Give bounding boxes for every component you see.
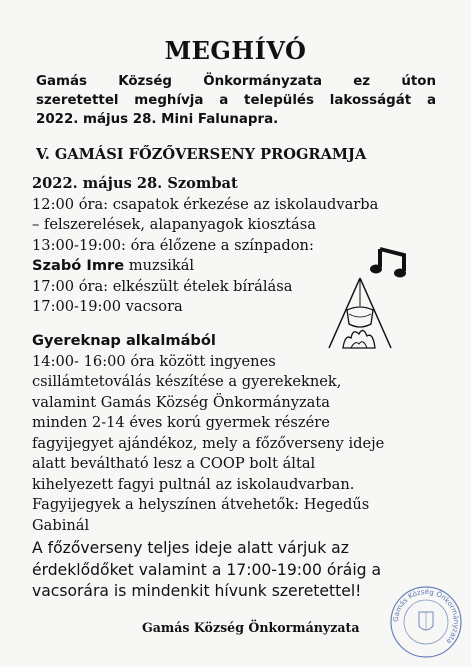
schedule-line: – felszerelések, alapanyagok kiosztása	[32, 216, 316, 233]
program-title: V. GAMÁSI FŐZŐVERSENY PROGRAMJA	[36, 146, 367, 163]
intro-line-3: 2022. május 28. Mini Falunapra.	[36, 112, 279, 127]
performer-genre: muzsikál	[124, 257, 195, 274]
children-day-line: Gabinál	[32, 516, 90, 534]
children-day-heading: Gyereknap alkalmából	[32, 332, 216, 349]
closing-line: érdeklődőket valamint a 17:00-19:00 óráig a	[32, 560, 382, 579]
intro-line-1: Gamás Község Önkormányzata ez úton	[36, 74, 436, 89]
signature: Gamás Község Önkormányzata	[142, 620, 360, 635]
closing-line: A főzőverseny teljes ideje alatt várjuk az	[32, 539, 349, 557]
schedule-date: 2022. május 28. Szombat	[32, 175, 238, 192]
intro-paragraph	[36, 72, 436, 129]
performer-name: Szabó Imre	[32, 257, 125, 274]
children-day-line: minden 2-14 éves korú gyermek részére	[32, 414, 330, 431]
children-day-line: alatt beváltható lesz a COOP bolt által	[32, 455, 316, 472]
children-day-line: kihelyezett fagyi pultnál az iskolaudvarban.	[32, 475, 355, 493]
closing-line: vacsorára is mindenkit hívunk szeretettel!	[32, 582, 362, 600]
children-day-line: fagyijegyet ajándékoz, mely a főzőverseny ideje	[32, 434, 385, 452]
children-day-line: csillámtetoválás készítése a gyerekeknek,	[32, 373, 342, 390]
stamp-text: Gamás Község Önkormányzata	[391, 587, 461, 646]
children-day-line: valamint Gamás Község Önkormányzata	[32, 393, 330, 411]
schedule-line: 17:00-19:00 vacsora	[32, 298, 183, 315]
schedule-line: 17:00 óra: elkészült ételek bírálása	[32, 277, 293, 295]
children-day-line: Fagyijegyek a helyszínen átvehetők: Hegedűs	[32, 496, 370, 513]
children-day-section	[32, 331, 452, 536]
children-day-line: 14:00- 16:00 óra között ingyenes	[32, 352, 276, 370]
schedule-line: 13:00-19:00: óra élőzene a színpadon:	[32, 236, 314, 254]
schedule-line: 12:00 óra: csapatok érkezése az iskolaudvarba	[32, 195, 379, 213]
round-stamp-icon	[388, 584, 464, 660]
intro-line-2: szeretettel meghívja a település lakosságát a	[36, 93, 436, 108]
page-title: MEGHÍVÓ	[164, 36, 307, 65]
